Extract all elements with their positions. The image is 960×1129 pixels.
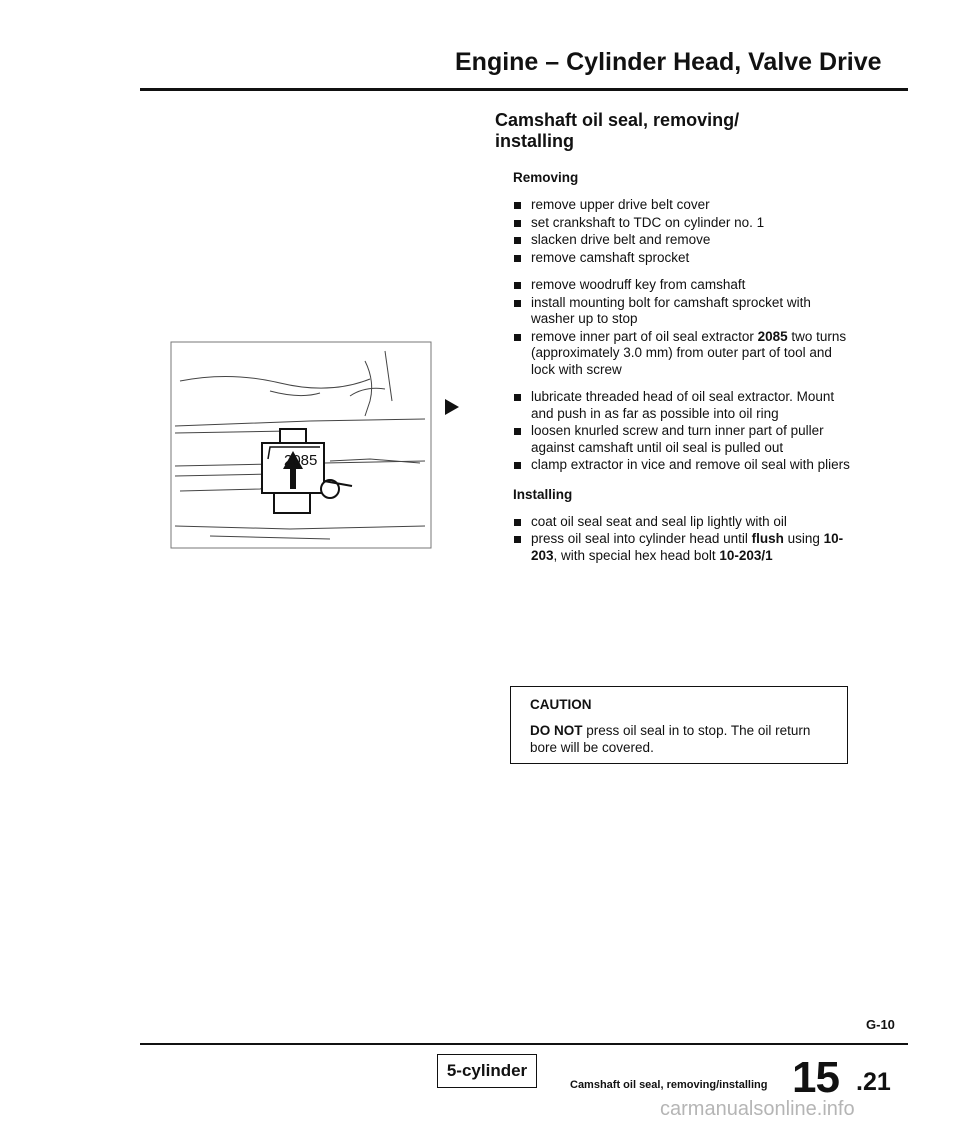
removing-heading: Removing [513,170,579,185]
list-item: remove woodruff key from camshaft [513,277,853,294]
list-item: clamp extractor in vice and remove oil seal with pliers [513,457,853,474]
removing-list-3 [513,389,853,474]
list-item: set crankshaft to TDC on cylinder no. 1 [513,215,853,232]
page-number-major: 15 [792,1053,839,1102]
list-item: press oil seal into cylinder head until flush using 10-203, with special hex head bolt 10-203/1 [513,531,853,564]
footer-caption: Camshaft oil seal, removing/installing [570,1079,768,1091]
footer-rule [140,1043,908,1045]
page-code: G-10 [866,1017,895,1032]
list-item: remove upper drive belt cover [513,197,853,214]
list-item: install mounting bolt for camshaft sprocket with washer up to stop [513,295,853,328]
removing-list-2 [513,277,853,378]
removing-section [513,170,853,565]
page-header-title: Engine – Cylinder Head, Valve Drive [455,48,882,76]
list-item: remove inner part of oil seal extractor 2085 two turns (approximately 3.0 mm) from outer part of tool and lock with screw [513,329,853,379]
caution-text: DO NOT press oil seal in to stop. The oil return bore will be covered. [530,723,811,755]
installing-heading: Installing [513,486,573,502]
tool-label: 2085 [284,452,318,469]
header-rule [140,88,908,91]
list-item: loosen knurled screw and turn inner part of puller against camshaft until oil seal is pulled out [513,423,853,456]
oil-seal-extractor-diagram [170,341,432,549]
section-title: Camshaft oil seal, removing/ installing [495,110,740,151]
watermark: carmanualsonline.info [660,1098,855,1120]
list-item: coat oil seal seat and seal lip lightly with oil [513,514,853,531]
installing-list [513,514,853,565]
pointer-arrow-icon [445,399,459,415]
caution-title: CAUTION [530,697,592,712]
list-item: slacken drive belt and remove [513,232,853,249]
tool-illustration [170,341,432,549]
page-number-minor: .21 [856,1068,891,1096]
list-item: remove camshaft sprocket [513,250,853,267]
removing-list-1 [513,197,853,266]
list-item: lubricate threaded head of oil seal extractor. Mount and push in as far as possible into oil ring [513,389,853,422]
caution-box [510,686,848,764]
tool-number: 2085 [757,328,788,344]
engine-variant-tab: 5-cylinder [437,1054,537,1088]
